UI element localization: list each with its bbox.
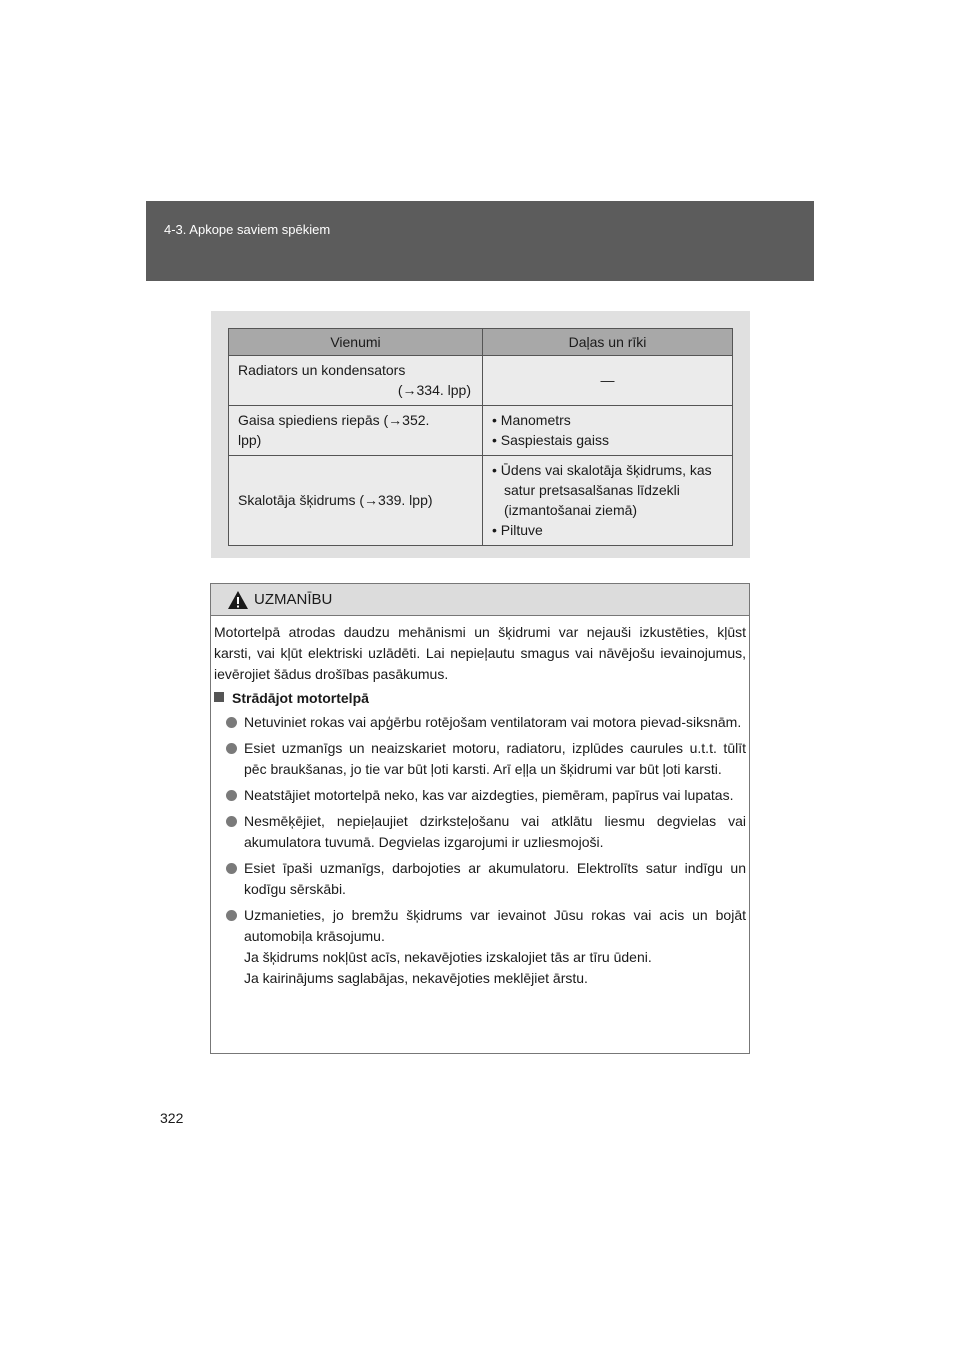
caution-subhead [214,688,746,709]
row-item-text: Radiators un kondensators [238,362,406,378]
col-header-items: Vienumi [229,329,483,356]
row-tool: • Piltuve [492,522,543,538]
col-header-tools: Daļas un rīki [483,329,733,356]
row-item-text: Skalotāja šķidrums (→339. lpp) [238,492,433,508]
table-row [229,356,733,406]
caution-bullet-text: Esiet uzmanīgs un neaizskariet motoru, radiatoru, izplūdes caurules u.t.t. tūlīt pēc braukšanas, jo tie var būt ļoti karsti. Arī eļļa un šķidrumi var būt ļoti karsti. [244,740,746,777]
row-tool: (izmantošanai ziemā) [504,502,638,518]
caution-bullet [214,858,746,900]
page-number: 322 [160,1110,184,1126]
row-tools-cell [483,356,733,406]
caution-bullet-text: Ja kairinājums saglabājas, nekavējoties meklējiet ārstu. [244,970,588,986]
row-tool: • Ūdens vai skalotāja šķidrums, kas [492,462,712,478]
row-item-text: Gaisa spiediens riepās (→352. [238,412,430,428]
items-table-panel [211,311,750,558]
section-title: 4-3. Apkope saviem spēkiem [164,222,331,237]
row-item-cell [229,356,483,406]
caution-bullet [214,811,746,853]
circle-bullet-icon [226,717,237,728]
section-header [146,201,814,281]
row-tool: • Manometrs [492,412,571,428]
warning-triangle-icon [227,590,249,610]
caution-subhead-text: Strādājot motortelpā [232,690,369,706]
caution-bullet-text: Netuviniet rokas vai apģērbu rotējošam ventilatoram vai motora pievad-siksnām. [244,714,742,730]
row-tool: • Saspiestais gaiss [492,432,609,448]
caution-header [211,584,749,616]
caution-bullet-text: Esiet īpaši uzmanīgs, darbojoties ar akumulatoru. Elektrolīts satur indīgu un kodīgu sērskābi. [244,860,746,897]
caution-body [214,622,746,994]
caution-bullet-text: Neatstājiet motortelpā neko, kas var aizdegties, piemēram, papīrus vai lupatas. [244,787,734,803]
row-tools-cell [483,406,733,456]
items-table [228,328,733,546]
caution-bullet [214,712,746,733]
table-row [229,406,733,456]
row-item-cell [229,406,483,456]
caution-title: UZMANĪBU [254,591,333,608]
caution-box [210,583,750,1054]
caution-bullet-text: Ja šķidrums nokļūst acīs, nekavējoties izskalojiet tās ar tīru ūdeni. [244,949,652,965]
circle-bullet-icon [226,743,237,754]
caution-bullet [214,905,746,989]
caution-bullet-text: Nesmēķējiet, nepieļaujiet dzirksteļošanu vai atklātu liesmu degvielas vai akumulatora tuvumā. Degvielas izgarojumi ir uzliesmojoši. [244,813,746,850]
row-item-ref: (→334. lpp) [397,382,471,398]
table-row [229,456,733,546]
circle-bullet-icon [226,910,237,921]
circle-bullet-icon [226,863,237,874]
row-tool: — [600,372,615,388]
circle-bullet-icon [226,816,237,827]
row-tools-cell [483,456,733,546]
circle-bullet-icon [226,790,237,801]
caution-bullet [214,785,746,806]
caution-bullet-text: Uzmanieties, jo bremžu šķidrums var ievainot Jūsu rokas vai acis un bojāt automobiļa krāsojumu. [244,907,746,944]
row-tool: satur pretsasalšanas līdzekli [504,482,680,498]
square-bullet-icon [214,692,224,702]
caution-bullet [214,738,746,780]
caution-intro: Motortelpā atrodas daudzu mehānismi un šķidrumi var nejauši izkustēties, kļūst karsti, vai kļūt elektriski uzlādēti. Lai nepieļautu smagus vai nāvējošu ievainojumus, ievērojiet šādus drošības pasākumus. [214,624,746,682]
row-item-cell [229,456,483,546]
row-item-ref: lpp) [238,432,262,448]
